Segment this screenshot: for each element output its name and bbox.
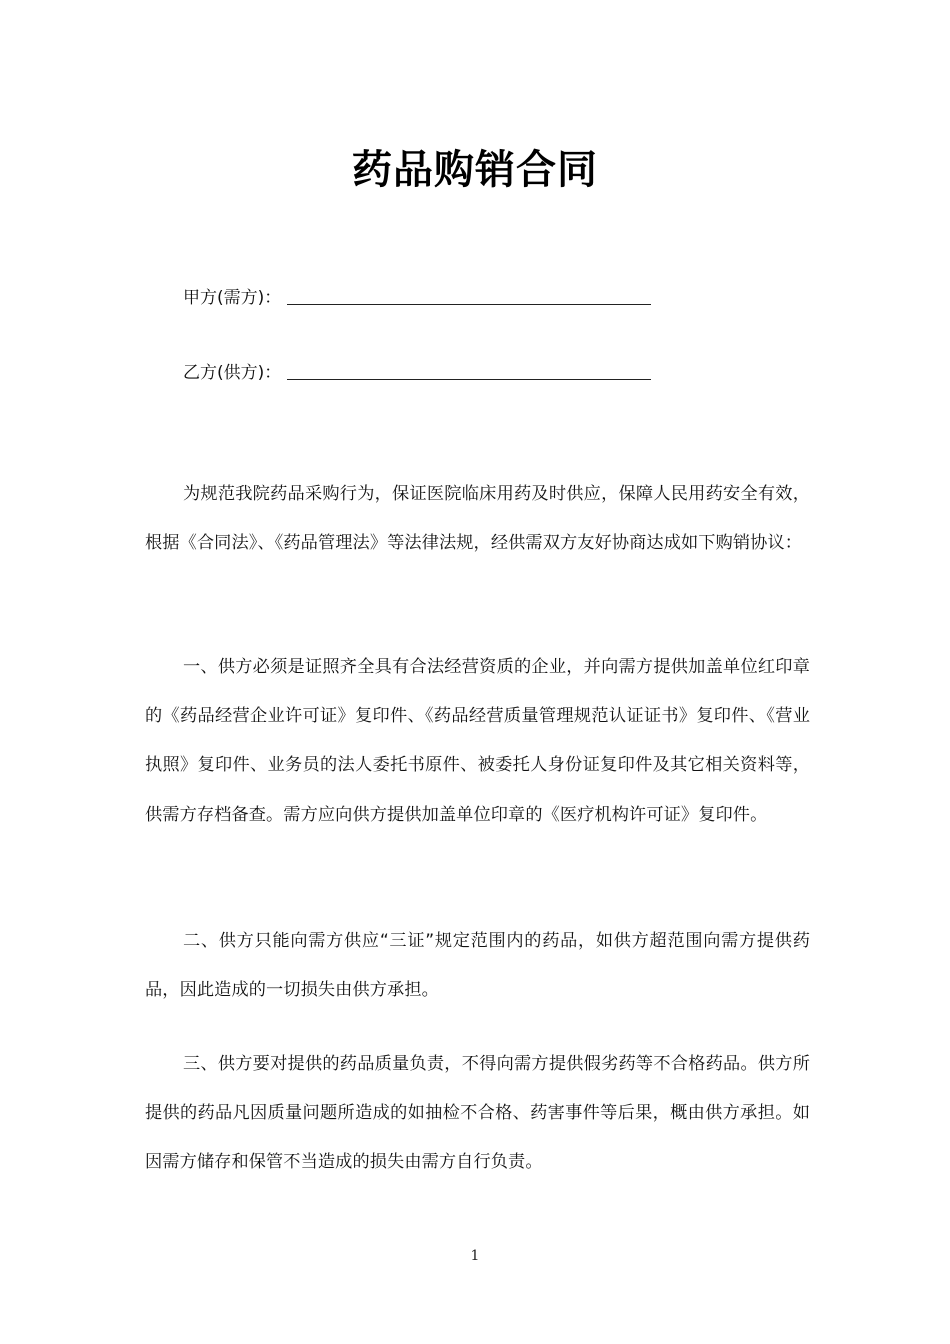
paragraph-preamble: 为规范我院药品采购行为，保证医院临床用药及时供应，保障人民用药安全有效，根据《合同法》、《药品管理法》等法律法规，经供需双方友好协商达成如下购销协议：: [145, 484, 810, 554]
party-a-label: 甲方(需方)：: [183, 288, 282, 308]
page-number: 1: [470, 1248, 480, 1264]
paragraph-clause-3: 三、供方要对提供的药品质量负责，不得向需方提供假劣药等不合格药品。供方所提供的药品凡因质量问题所造成的如抽检不合格、药害事件等后果，概由供方承担。如因需方储存和保管不当造成的损失由需方自行负责。: [145, 1054, 810, 1173]
party-a-field: [183, 283, 651, 308]
party-b-label: 乙方(供方)：: [183, 363, 282, 383]
party-a-blank-line: [287, 290, 651, 305]
party-b-field: [183, 358, 651, 383]
paragraph-clause-1: 一、供方必须是证照齐全具有合法经营资质的企业，并向需方提供加盖单位红印章的《药品经营企业许可证》复印件、《药品经营质量管理规范认证证书》复印件、《营业执照》复印件、业务员的法人委托书原件、被委托人身份证复印件及其它相关资料等，供需方存档备查。需方应向供方提供加盖单位印章的《医疗机构许可证》复印件。: [145, 657, 810, 825]
document-title: 药品购销合同: [352, 147, 598, 193]
party-b-blank-line: [287, 365, 651, 380]
paragraph-clause-2: 二、供方只能向需方供应“三证”规定范围内的药品，如供方超范围向需方提供药品，因此造成的一切损失由供方承担。: [145, 931, 810, 1001]
